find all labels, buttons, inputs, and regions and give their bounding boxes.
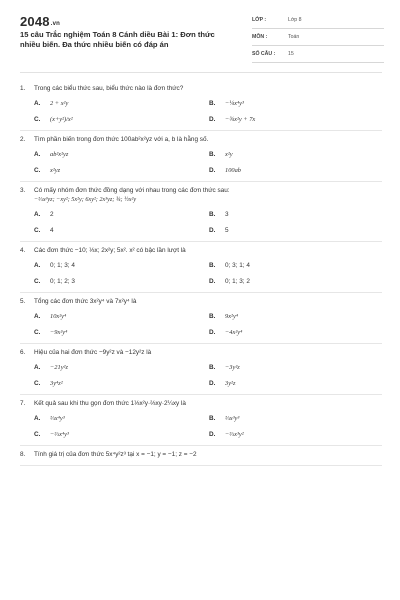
question-header [20, 186, 382, 195]
question-8 [20, 446, 382, 466]
option-text: 5 [225, 226, 229, 234]
answer-option[interactable] [34, 225, 209, 235]
answer-option[interactable] [209, 311, 384, 321]
option-text: 0; 3; 1; 4 [225, 261, 250, 269]
question-header [20, 297, 382, 306]
option-text: 9x²y⁴ [225, 312, 239, 320]
option-letter: C. [34, 166, 41, 174]
answer-option[interactable] [209, 378, 384, 388]
site-logo[interactable] [20, 14, 60, 29]
option-text: x²y [225, 150, 233, 158]
question-5 [20, 293, 382, 344]
option-text: −4x²y⁴ [225, 328, 243, 336]
option-text: −3y²z [225, 363, 240, 371]
answer-option[interactable] [209, 225, 384, 235]
option-letter: D. [209, 379, 216, 387]
option-letter: A. [34, 414, 41, 422]
answer-option[interactable] [34, 362, 209, 372]
option-text: ab²x²yz [50, 150, 69, 158]
question-number: 5. [20, 298, 26, 305]
question-number: 3. [20, 187, 26, 194]
question-text: Kết quả sau khi thu gọn đơn thức 1⅓x²y·⅔xy·2¼xy là [34, 400, 186, 407]
option-text: 3y⁴z² [50, 379, 63, 387]
option-text: ⅔x⁴y³ [50, 414, 65, 422]
answer-option[interactable] [209, 413, 384, 423]
option-letter: D. [209, 277, 216, 285]
question-text: Tổng các đơn thức 3x²y⁴ và 7x²y⁴ là [34, 298, 137, 305]
option-letter: D. [209, 226, 216, 234]
question-number: 8. [20, 451, 26, 458]
answer-option[interactable] [209, 276, 384, 286]
option-text: ⅔x³y³ [225, 414, 240, 422]
answer-option[interactable] [34, 165, 209, 175]
question-1 [20, 80, 382, 131]
meta-table [252, 12, 384, 63]
question-header [20, 399, 382, 408]
question-text: Có mấy nhóm đơn thức đồng dạng với nhau trong các đơn thức sau: [34, 187, 230, 194]
meta-value: Lớp 8 [288, 17, 302, 23]
answer-option[interactable] [209, 429, 384, 439]
option-letter: B. [209, 150, 216, 158]
option-letter: B. [209, 312, 216, 320]
option-text: 2 + x²y [50, 99, 69, 107]
option-text: −9x²y⁴ [50, 328, 68, 336]
option-text: −21y²z [50, 363, 68, 371]
option-letter: B. [209, 261, 216, 269]
answer-options [34, 362, 382, 388]
question-number: 6. [20, 349, 26, 356]
question-number: 2. [20, 136, 26, 143]
meta-label: SỐ CÂU : [252, 51, 276, 57]
option-letter: A. [34, 261, 41, 269]
option-letter: D. [209, 328, 216, 336]
answer-option[interactable] [34, 413, 209, 423]
answer-option[interactable] [209, 362, 384, 372]
question-text: Các đơn thức −10; ⅓x; 2x²y; 5x². x² có bậc lần lượt là [34, 247, 186, 254]
question-header [20, 348, 382, 357]
answer-options [34, 413, 382, 439]
answer-option[interactable] [209, 149, 384, 159]
document-header [0, 0, 400, 68]
answer-options [34, 149, 382, 175]
question-text: Hiệu của hai đơn thức −9y²z và −12y²z là [34, 349, 152, 356]
question-number: 1. [20, 85, 26, 92]
answer-option[interactable] [209, 209, 384, 219]
option-letter: A. [34, 312, 41, 320]
answer-option[interactable] [209, 260, 384, 270]
meta-label: MÔN : [252, 34, 268, 40]
option-text: −⅔x³y² [225, 430, 244, 438]
option-letter: B. [209, 414, 216, 422]
option-letter: B. [209, 210, 216, 218]
option-letter: C. [34, 328, 41, 336]
option-text: −⅔x⁴y³ [50, 430, 69, 438]
answer-options [34, 260, 382, 286]
option-text: −¾x²y + 7x [225, 115, 256, 123]
question-7 [20, 395, 382, 446]
option-text: (x+y²)/x² [50, 115, 73, 123]
answer-option[interactable] [209, 114, 384, 124]
answer-options [34, 98, 382, 124]
meta-row-subject [252, 29, 384, 46]
option-letter: B. [209, 363, 216, 371]
question-6 [20, 344, 382, 395]
option-letter: D. [209, 166, 216, 174]
question-expression: −⅔x³yz; −xy²; 5x²y; 6xy²; 2x³yz; ¾; ½x²y [34, 196, 137, 203]
option-text: 0; 1; 3; 2 [225, 277, 250, 285]
option-text: 2 [50, 210, 54, 218]
question-header [20, 246, 382, 255]
option-letter: C. [34, 430, 41, 438]
option-letter: D. [209, 430, 216, 438]
question-number: 7. [20, 400, 26, 407]
option-letter: B. [209, 99, 216, 107]
answer-option[interactable] [34, 209, 209, 219]
option-text: 0; 1; 3; 4 [50, 261, 75, 269]
meta-row-count [252, 46, 384, 63]
logo-suffix: .vn [50, 21, 61, 27]
question-text: Trong các biểu thức sau, biểu thức nào là đơn thức? [34, 85, 184, 92]
answer-option[interactable] [34, 149, 209, 159]
answer-option[interactable] [209, 98, 384, 108]
option-text: x²yz [50, 166, 61, 174]
answer-option[interactable] [34, 276, 209, 286]
header-divider [20, 72, 382, 73]
question-number: 4. [20, 247, 26, 254]
option-letter: A. [34, 210, 41, 218]
option-text: 100ab [225, 166, 241, 174]
option-text: 4 [50, 226, 54, 234]
answer-option[interactable] [34, 378, 209, 388]
option-letter: A. [34, 363, 41, 371]
meta-value: 15 [288, 51, 294, 57]
meta-row-class [252, 12, 384, 29]
question-2 [20, 131, 382, 182]
answer-option[interactable] [34, 98, 209, 108]
question-text: Tìm phần biến trong đơn thức 100ab²x²yz với a, b là hằng số. [34, 136, 209, 143]
option-text: 3y²z [225, 379, 236, 387]
answer-options [34, 311, 382, 337]
option-text: −¼x⁴y³ [225, 99, 244, 107]
answer-option[interactable] [34, 311, 209, 321]
question-text: Tính giá trị của đơn thức 5x⁴y²z³ tại x = −1; y = −1; z = −2 [34, 451, 197, 458]
question-header [20, 135, 382, 144]
answer-option[interactable] [34, 114, 209, 124]
meta-value: Toán [288, 34, 300, 40]
option-text: 10x²y⁴ [50, 312, 67, 320]
option-letter: A. [34, 99, 41, 107]
option-text: 3 [225, 210, 229, 218]
answer-option[interactable] [34, 327, 209, 337]
question-list [20, 80, 382, 466]
question-header [20, 450, 382, 459]
option-letter: D. [209, 115, 216, 123]
option-letter: C. [34, 379, 41, 387]
option-letter: C. [34, 226, 41, 234]
question-4 [20, 242, 382, 293]
page-title: 15 câu Trắc nghiệm Toán 8 Cánh diều Bài 1: Đơn thức nhiều biến. Đa thức nhiều biến có đáp án [20, 30, 215, 49]
logo-text: 2048 [20, 14, 50, 29]
question-3 [20, 182, 382, 242]
answer-option[interactable] [209, 165, 384, 175]
answer-option[interactable] [34, 260, 209, 270]
answer-option[interactable] [34, 429, 209, 439]
answer-options [34, 209, 382, 235]
option-text: 0; 1; 2; 3 [50, 277, 75, 285]
question-header [20, 84, 382, 93]
meta-label: LỚP : [252, 17, 267, 23]
option-letter: C. [34, 277, 41, 285]
option-letter: A. [34, 150, 41, 158]
answer-option[interactable] [209, 327, 384, 337]
option-letter: C. [34, 115, 41, 123]
